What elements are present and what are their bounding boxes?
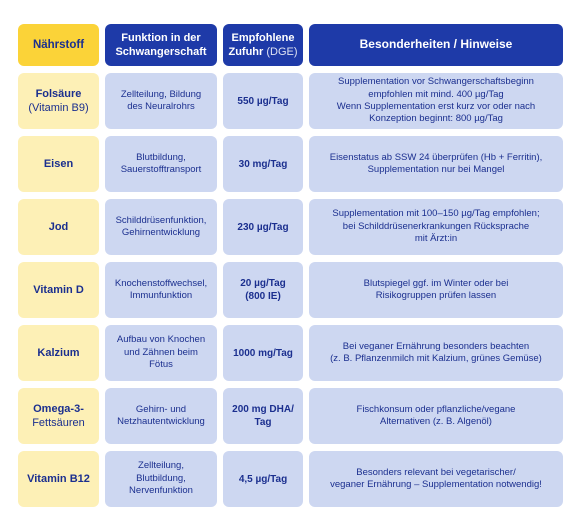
function-cell — [105, 136, 217, 192]
notes-cell-line: Besonders relevant bei vegetarischer/ — [356, 466, 516, 478]
dose-cell-line: 230 µg/Tag — [237, 221, 289, 233]
dose-cell-line: (800 IE) — [245, 291, 281, 302]
notes-cell-line: Supplementation vor Schwangerschaftsbeginn — [338, 76, 534, 88]
nutrient-name-lines — [49, 220, 69, 234]
nutrient-name — [18, 388, 99, 444]
notes-cell — [309, 451, 563, 507]
nutrient-name-lines — [33, 283, 84, 297]
dose-cell — [223, 199, 303, 255]
function-cell-lines — [116, 215, 207, 240]
function-cell-line: Gehirnentwicklung — [121, 227, 201, 238]
dose-cell-line: 1000 mg/Tag — [233, 347, 293, 359]
notes-cell — [309, 325, 563, 381]
notes-cell-lines — [330, 467, 542, 492]
function-cell-line: des Neuralrohrs — [127, 101, 195, 112]
notes-cell — [309, 199, 563, 255]
function-cell-lines — [129, 460, 193, 497]
nutrient-name-line: Folsäure — [35, 87, 82, 100]
function-cell-line: Zellteilung, Bildung — [120, 88, 202, 100]
function-cell-line: Blutbildung, — [136, 472, 186, 484]
function-cell — [105, 388, 217, 444]
function-cell-lines — [121, 152, 202, 177]
notes-cell-lines — [330, 152, 543, 177]
dose-cell — [223, 136, 303, 192]
notes-cell-line: Fischkonsum oder pflanzliche/vegane — [356, 403, 516, 415]
function-cell-line: Fötus — [149, 359, 173, 371]
header-zufuhr-main: Zufuhr — [228, 46, 264, 58]
notes-cell-line: Risikogruppen prüfen lassen — [375, 290, 497, 301]
header-funktion-line1: Funktion in der — [121, 31, 201, 44]
function-cell-line: Schilddrüsenfunktion, — [115, 214, 207, 226]
dose-cell-lines — [232, 403, 294, 429]
function-cell-line: Zellteilung, — [138, 460, 184, 472]
notes-cell-lines — [337, 76, 535, 125]
nutrient-name-lines — [27, 472, 90, 486]
function-cell — [105, 451, 217, 507]
dose-cell — [223, 73, 303, 129]
function-cell-line: Knochenstoffwechsel, — [114, 277, 208, 289]
header-zufuhr-source: (DGE) — [266, 46, 298, 58]
nutrient-name-lines — [37, 346, 79, 360]
function-cell-line: Immunfunktion — [129, 290, 193, 301]
nutrient-name — [18, 199, 99, 255]
header-zufuhr-line2 — [228, 45, 297, 59]
header-zufuhr-line1: Empfohlene — [231, 31, 295, 44]
function-cell-line: Nervenfunktion — [129, 485, 193, 497]
function-cell — [105, 262, 217, 318]
dose-cell-line: 20 µg/Tag — [240, 278, 286, 289]
nutrient-name-line: Eisen — [43, 157, 74, 170]
dose-cell — [223, 325, 303, 381]
dose-cell — [223, 262, 303, 318]
dose-cell-lines — [237, 95, 288, 108]
notes-cell-line: (z. B. Pflanzenmilch mit Kalzium, grünes Gemüse) — [330, 353, 542, 364]
notes-cell — [309, 388, 563, 444]
function-cell — [105, 73, 217, 129]
dose-cell-line: Tag — [254, 417, 272, 428]
function-cell-line: Netzhautentwicklung — [117, 416, 205, 427]
function-cell-lines — [117, 404, 205, 429]
notes-cell-line: Supplementation nur bei Mangel — [367, 164, 505, 175]
nutrient-name-lines — [28, 87, 88, 116]
nutrient-name — [18, 136, 99, 192]
notes-cell-line: Blutspiegel ggf. im Winter oder bei — [363, 277, 509, 289]
notes-cell-line: Bei veganer Ernährung besonders beachten — [342, 340, 530, 352]
notes-cell — [309, 136, 563, 192]
nutrient-name-line: (Vitamin B9) — [28, 102, 89, 114]
header-funktion — [105, 24, 217, 66]
dose-cell — [223, 388, 303, 444]
function-cell-line: und Zähnen beim — [124, 346, 198, 358]
notes-cell-lines — [364, 278, 509, 303]
dose-cell-line: 550 µg/Tag — [237, 95, 289, 107]
notes-cell-lines — [332, 208, 539, 245]
dose-cell-line: 200 mg DHA/ — [232, 404, 294, 415]
dose-cell-lines — [233, 347, 293, 360]
notes-cell-line: Eisenstatus ab SSW 24 überprüfen (Hb + Ferritin), — [329, 151, 543, 163]
nutrient-name-line: Jod — [48, 220, 69, 233]
nutrient-name — [18, 262, 99, 318]
function-cell — [105, 325, 217, 381]
dose-cell — [223, 451, 303, 507]
dose-cell-lines — [240, 277, 286, 303]
header-hinweise — [309, 24, 563, 66]
nutrient-name-line: Vitamin B12 — [27, 472, 90, 485]
function-cell-line: Blutbildung, — [136, 151, 186, 163]
header-naehrstoff — [18, 24, 99, 66]
nutrient-name — [18, 325, 99, 381]
dose-cell-lines — [237, 221, 288, 234]
nutrient-name-line: Vitamin D — [33, 283, 84, 296]
header-zufuhr — [223, 24, 303, 66]
function-cell-line: Gehirn- und — [135, 403, 187, 415]
notes-cell — [309, 73, 563, 129]
notes-cell-line: Alternativen (z. B. Algenöl) — [380, 416, 492, 427]
notes-cell-line: Supplementation mit 100–150 µg/Tag empfohlen; — [332, 208, 540, 220]
header-naehrstoff-label: Nährstoff — [32, 38, 85, 51]
nutrient-name-lines — [44, 157, 73, 171]
notes-cell-line: Konzeption beginnt: 800 µg/Tag — [369, 113, 503, 125]
dose-cell-lines — [239, 473, 287, 486]
nutrient-name-line: Fettsäuren — [32, 417, 85, 429]
function-cell-line: Sauerstofftransport — [120, 164, 202, 175]
notes-cell-line: veganer Ernährung – Supplementation notwendig! — [330, 479, 542, 490]
notes-cell-line: mit Ärzt:in — [414, 233, 458, 245]
function-cell-line: Aufbau von Knochen — [116, 334, 206, 346]
nutrient-name-line: Kalzium — [37, 346, 80, 359]
function-cell — [105, 199, 217, 255]
function-cell-lines — [115, 278, 207, 303]
notes-cell — [309, 262, 563, 318]
function-cell-lines — [121, 89, 201, 114]
notes-cell-lines — [357, 404, 516, 429]
notes-cell-line: bei Schilddrüsenerkrankungen Rücksprache — [342, 220, 530, 232]
nutrient-name-line: Omega-3- — [33, 402, 84, 415]
dose-cell-lines — [239, 158, 288, 171]
dose-cell-line: 30 mg/Tag — [238, 158, 288, 170]
function-cell-lines — [117, 334, 205, 371]
header-funktion-line2: Schwangerschaft — [115, 46, 207, 58]
nutrient-name-lines — [32, 402, 85, 431]
nutrient-name — [18, 73, 99, 129]
nutrient-name — [18, 451, 99, 507]
notes-cell-line: Wenn Supplementation erst kurz vor oder nach — [336, 101, 536, 112]
nutrient-table — [18, 24, 563, 507]
header-hinweise-label: Besonderheiten / Hinweise — [359, 37, 513, 52]
notes-cell-lines — [330, 341, 542, 366]
notes-cell-line: empfohlen mit mind. 400 µg/Tag — [368, 88, 504, 100]
dose-cell-line: 4,5 µg/Tag — [238, 473, 288, 485]
